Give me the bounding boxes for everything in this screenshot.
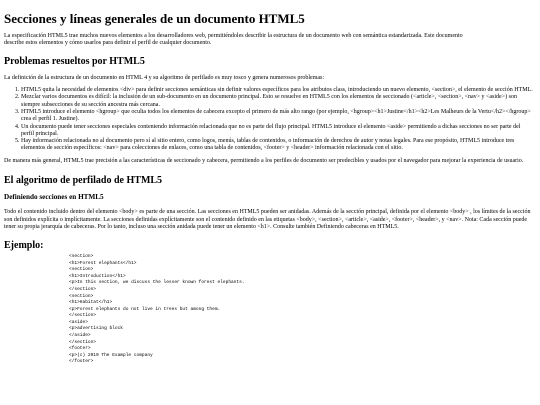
defining-sections-paragraph: Todo el contenido incluido dentro del elemento <body> es parte de una sección. Las secciones en HTML5 pueden ser anidadas. Además de la sección principal, definida por el elemento <body> , los límites de la sección son definidos explícita o implícitamente. La secciones definidas explícitamente son el contenido definido en las etiquetas <body>, <section>, <article>, <aside>, <footer>, <header>, y <nav>. Nota: Cada sección puede tener su propia jerarquía de cabeceras. Por lo tanto, incluso una sección anidada puede tener un elemento <h1>. Consulte también Definiendo cabeceras en HTML5. bbox=[4, 209, 531, 230]
document-page bbox=[4, 0, 534, 366]
subsection-heading-defining-sections: Definiendo secciones en HTML5 bbox=[4, 193, 104, 202]
section-heading-example: Ejemplo: bbox=[4, 240, 44, 252]
page-title: Secciones y líneas generales de un documento HTML5 bbox=[4, 11, 305, 26]
intro-paragraph: La especificación HTML5 trae muchos nuevos elementos a los desarrolladores web, permitiéndoles describir la estructura de un documento web con semántica estandarizada. Este documento describe estos elementos y cómo usarlos para definir el perfil de cualquier documento. bbox=[4, 33, 463, 47]
problem-item: 5. Hay información relacionada no al documento pero sí al sitio entero, como logos, menús, tablas de contenidos, o información de derechos de autor y notas legales. Para ese propósito, HTML5 introduce tres elementos de sección específicos: <nav> para colecciones de enlaces, como una tabla de contenidos, <footer> y <header> información relacionada con el sitio. bbox=[21, 138, 534, 153]
problems-lead-paragraph: La definición de la estructura de un documento en HTML 4 y su algoritmo de perfilado es muy tosco y genera numerosos problemas: bbox=[4, 74, 325, 81]
section-heading-problems: Problemas resueltos por HTML5 bbox=[4, 55, 145, 67]
summary-paragraph: De manera más general, HTML5 trae precisión a las características de seccionado y cabecera, permitiendo a los perfiles de documento ser predecibles y usados por el navegador para mejorar la experiencia de usuario. bbox=[4, 157, 524, 164]
problem-item: 4. Un documento puede tener secciones especiales conteniendo información relacionada que no es parte del flujo principal. HTML5 introduce el elemento <aside> permitiendo a dichas secciones no ser parte del perfil principal. bbox=[21, 124, 534, 139]
code-example-block: <section> <h1>Forest elephants</h1> <section> <h1>Introduction</h1> <p>In this section, we discuss the lesser known forest elephants. </section> <section> <h1>Habitat</h1> <p>Forest elephants do not live in trees but among them. </section> <aside> <p>advertising block </aside> </section> <footer> <p>(c) 2010 The Example company </footer> bbox=[69, 254, 245, 365]
problem-item: 2. Mezclar varios documentos es difícil: la inclusión de un sub-documento en un documento principal. Esto se resuelve en HTML5 con los elementos de seccionado (<article>, <section>, <nav> y <aside>) son siempre subsecciones de su sección ancestra más cercana. bbox=[21, 94, 534, 109]
problems-list bbox=[4, 87, 534, 153]
problem-item: 3. HTML5 introduce el elemento <hgroup> que oculta todos los elementos de cabecera excepto el primero de más alto rango (por ejemplo, <hgroup><h1>Justine</h1><h2>Les Malheurs de la Vertu</h2></hgroup> crea el perfil 1. Justine). bbox=[21, 109, 534, 124]
section-heading-algorithm: El algoritmo de perfilado de HTML5 bbox=[4, 175, 163, 187]
problem-item: 1. HTML5 quita la necesidad de elementos <div> para definir secciones semánticas sin definir valores específicos para los atributos class, introduciendo un nuevo elemento, <section>, el elemento de sección HTML. bbox=[21, 87, 534, 94]
